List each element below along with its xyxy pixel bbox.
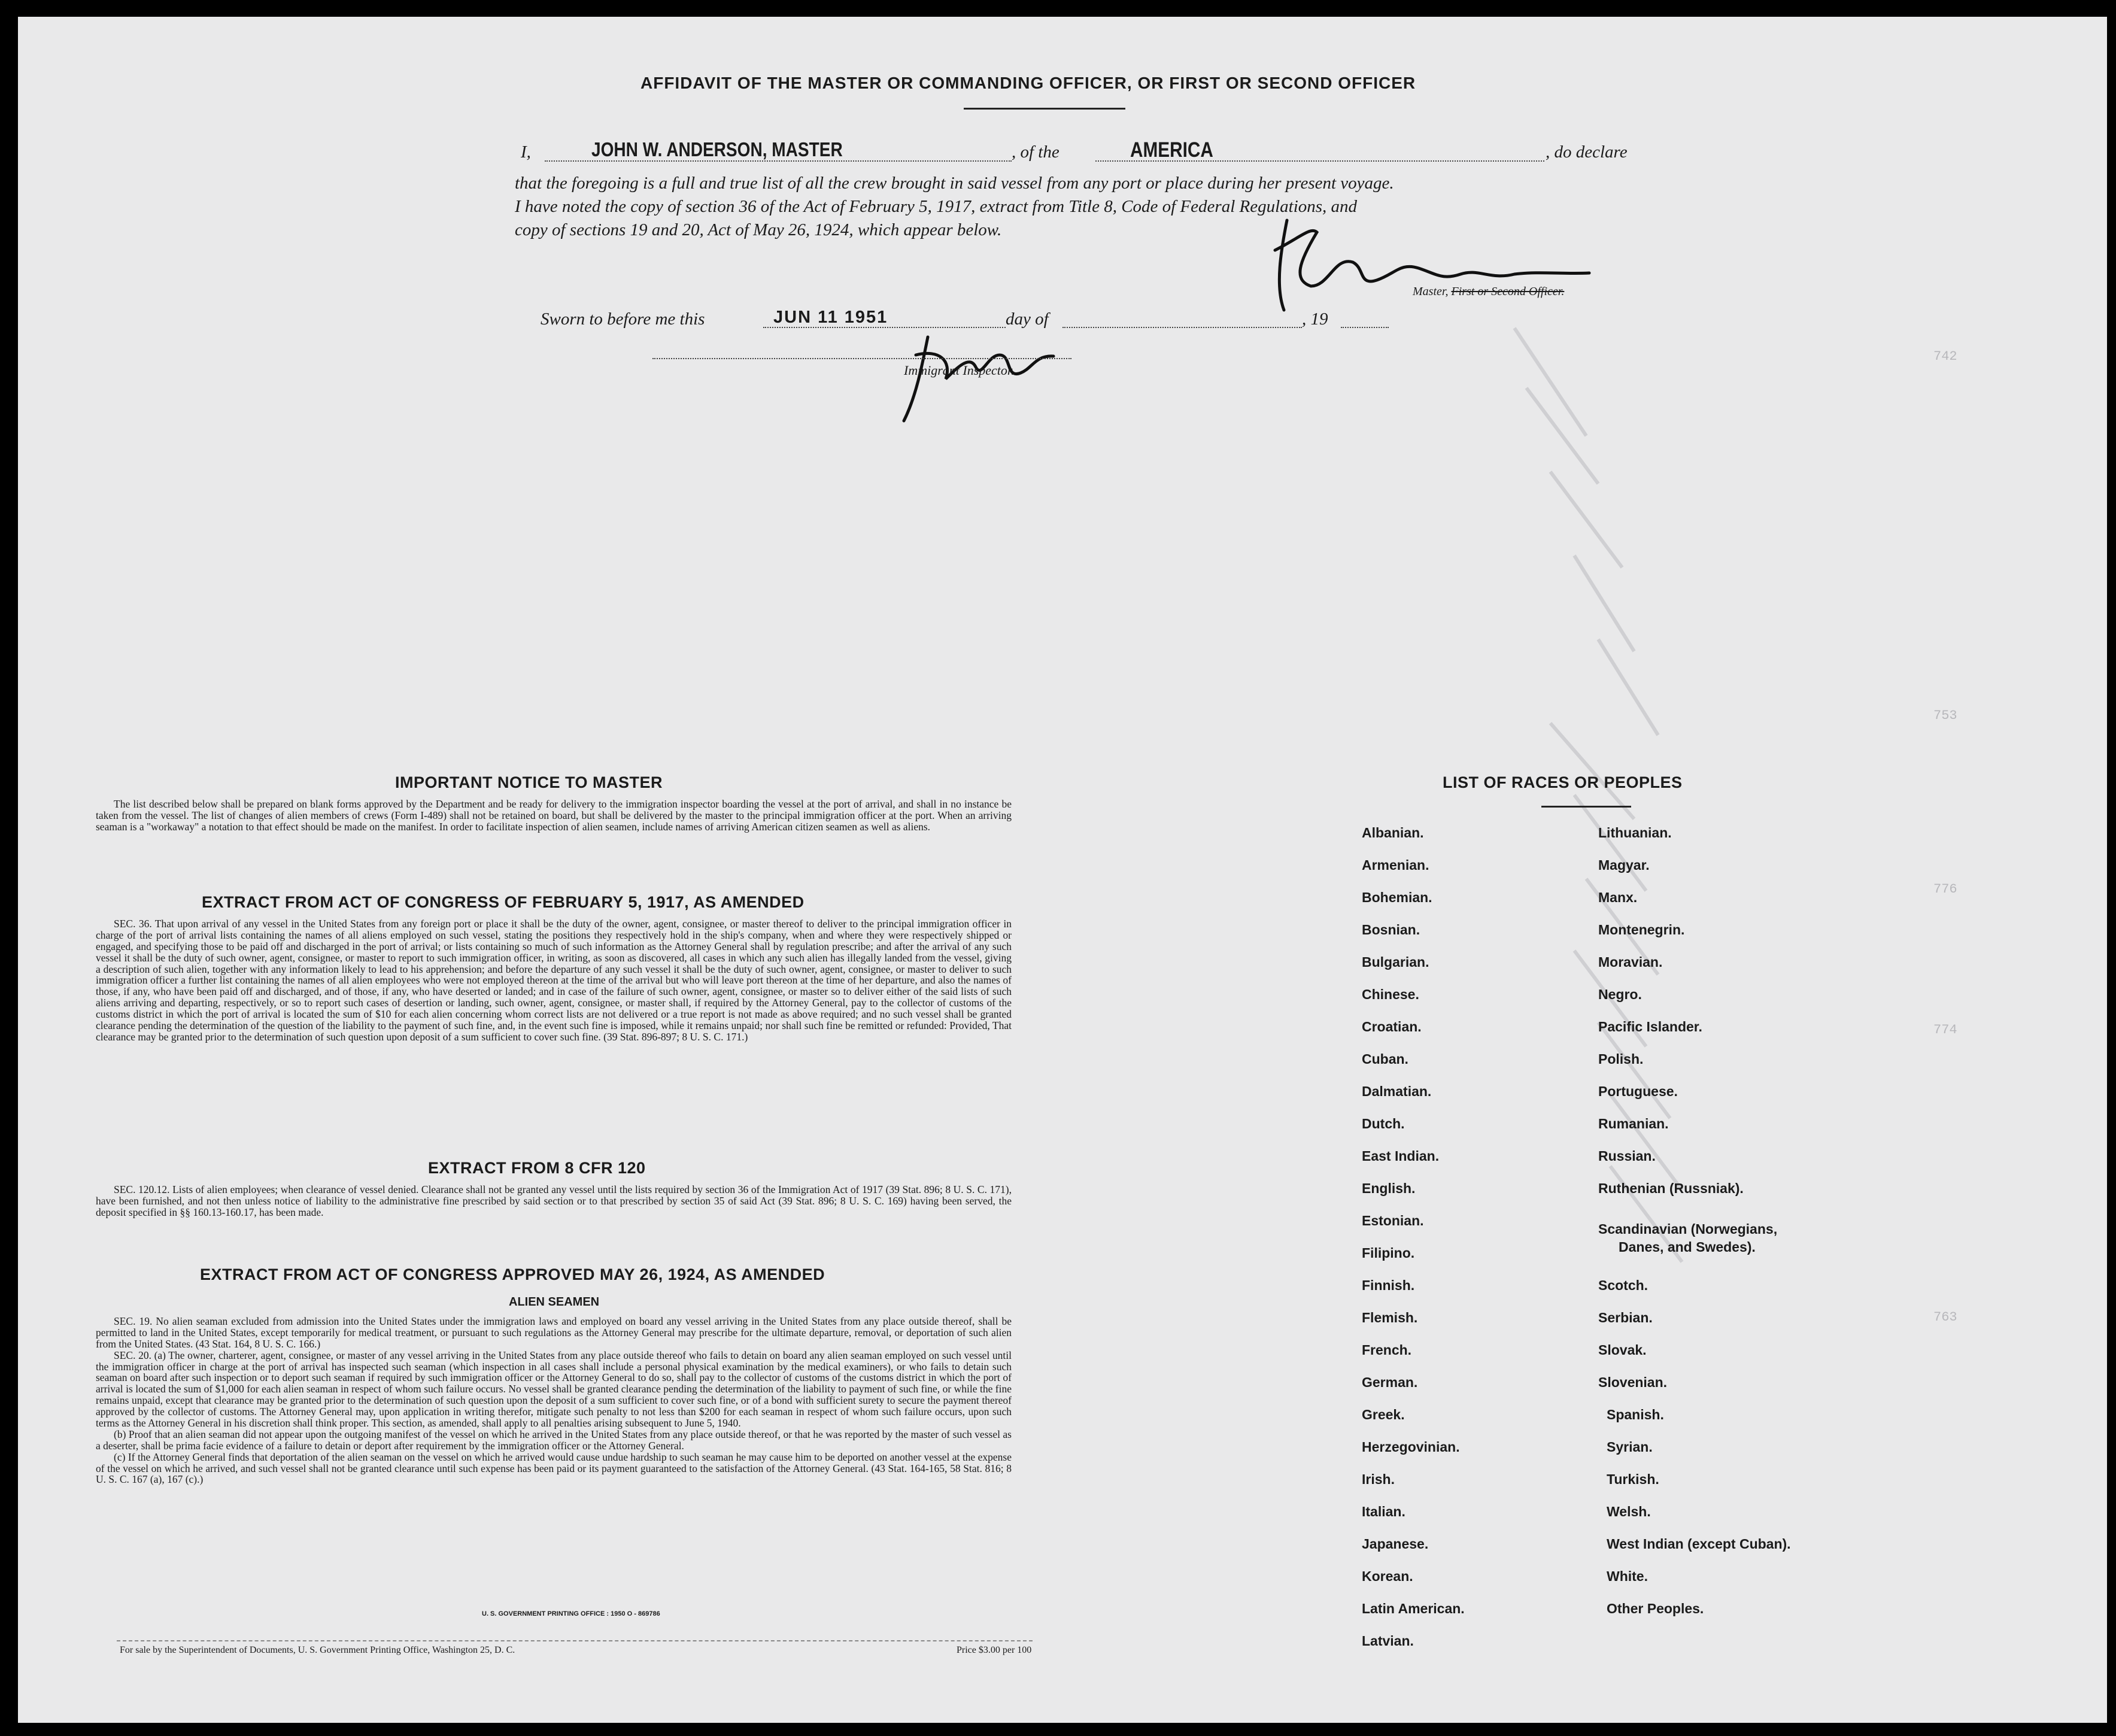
race-item: Bosnian.: [1362, 922, 1420, 937]
race-item: Magyar.: [1598, 857, 1650, 873]
sec-20a: SEC. 20. (a) The owner, charterer, agent, consignee, or master of any vessel arriving in the United States from any place outside thereof who fails to detain on board any alien seaman employed on such vessel until the immigration officer in charge at the port of arrival has inspected such seaman (which inspection in all cases shall include a personal physical examination by the medical examiners), or who fails to detain such seaman on board after such inspection or to deport such seaman if required by such immigration officer or the Attorney General to do so, shall pay to the collector of customs of the customs district in which the port of arrival is located the sum of $1,000 for each alien seaman in respect of whom such failure occurs. No vessel shall be granted clearance pending the determination of the liability to payment of such fine, or while the fine remains unpaid, except that clearance may be granted prior to the determination of such question upon the deposit of a sum sufficient to cover such fine, or of a bond with sufficient surety to secure the payment thereof approved by the collector of customs. The Attorney General may, upon application in writing therefor, mitigate such penalty to not less than $200 for each seaman in respect of whom such failure occurs, upon such terms as the Attorney General in his discretion shall think proper. This section, as amended, shall apply to all penalties arising subsequent to June 5, 1940.: [96, 1349, 1012, 1430]
title-rule: [964, 108, 1125, 110]
race-item: Chinese.: [1362, 987, 1419, 1002]
race-item: Flemish.: [1362, 1310, 1418, 1325]
race-item: Dalmatian.: [1362, 1084, 1432, 1099]
race-item: Filipino.: [1362, 1245, 1415, 1261]
affidavit-line-3: I have noted the copy of section 36 of the Act of February 5, 1917, extract from Title 8, Code of Federal Regulations, and: [515, 197, 1358, 216]
notice-title: IMPORTANT NOTICE TO MASTER: [395, 773, 663, 791]
race-item: Moravian.: [1598, 954, 1663, 970]
day-of-label: day of: [1006, 309, 1049, 329]
extract-1924-title: EXTRACT FROM ACT OF CONGRESS APPROVED MAY 26, 1924, AS AMENDED: [200, 1265, 825, 1283]
year-label: , 19: [1302, 309, 1328, 329]
master-caption-prefix: Master,: [1413, 285, 1449, 298]
race-item: Negro.: [1598, 987, 1642, 1002]
bleed-through-text: 742: [1933, 349, 1957, 364]
month-line: [1062, 327, 1302, 328]
extract-cfr-body: SEC. 120.12. Lists of alien employees; when clearance of vessel denied. Clearance shall not be granted any vessel until the lists required by section 36 of the Immigration Act of 1917 (39 Stat. 896; 8 U. S. C. 171), have been furnished, and not then unless notice of liability to the administrative fine prescribed by said section or to that prescribed by section 35 of said Act (39 Stat. 896; 8 U. S. C. 169) having been served, the deposit specified in §§ 160.13-160.17, has been made.: [96, 1183, 1012, 1218]
inspector-line: [652, 358, 1071, 359]
extract-cfr-title: EXTRACT FROM 8 CFR 120: [428, 1159, 646, 1177]
of-the-label: , of the: [1012, 142, 1059, 162]
races-title: LIST OF RACES OR PEOPLES: [1443, 773, 1683, 791]
bleed-through-text: 753: [1933, 708, 1957, 723]
race-item: Bulgarian.: [1362, 954, 1429, 970]
footer-sale: For sale by the Superintendent of Documents, U. S. Government Printing Office, Washington 25, D. C.: [120, 1645, 515, 1655]
bleed-through-text: 763: [1933, 1310, 1957, 1325]
race-item: Turkish.: [1607, 1471, 1659, 1487]
alien-seamen-subtitle: ALIEN SEAMEN: [509, 1295, 600, 1309]
race-item: German.: [1362, 1374, 1418, 1390]
do-declare-label: , do declare: [1546, 142, 1628, 162]
race-item: Syrian.: [1607, 1439, 1653, 1455]
race-item: Dutch.: [1362, 1116, 1405, 1131]
footer-price: Price $3.00 per 100: [957, 1645, 1032, 1655]
race-item: Irish.: [1362, 1471, 1395, 1487]
affidavit-title: AFFIDAVIT OF THE MASTER OR COMMANDING OFFICER, OR FIRST OR SECOND OFFICER: [640, 74, 1416, 92]
race-item: Manx.: [1598, 890, 1638, 905]
race-item: English.: [1362, 1180, 1416, 1196]
race-item: Bohemian.: [1362, 890, 1432, 905]
race-item: Latvian.: [1362, 1633, 1414, 1649]
race-item: White.: [1607, 1568, 1648, 1584]
master-name: JOHN W. ANDERSON, MASTER: [591, 138, 843, 160]
printing-office-line: U. S. GOVERNMENT PRINTING OFFICE : 1950 O - 869786: [482, 1610, 660, 1617]
i-label: I,: [521, 142, 531, 162]
bleed-through-text: 776: [1933, 882, 1957, 897]
races-title-rule: [1541, 806, 1631, 808]
master-signature: [1263, 214, 1598, 316]
race-item: Spanish.: [1607, 1407, 1664, 1422]
document-page: [18, 17, 2107, 1723]
affidavit-line-2: that the foregoing is a full and true list of all the crew brought in said vessel from any port or place during her present voyage.: [515, 174, 1394, 193]
race-item: French.: [1362, 1342, 1412, 1358]
race-item: Serbian.: [1598, 1310, 1653, 1325]
race-item: Danes, and Swedes).: [1619, 1239, 1756, 1255]
race-item: Slovenian.: [1598, 1374, 1668, 1390]
race-item: West Indian (except Cuban).: [1607, 1536, 1791, 1552]
race-item: Ruthenian (Russniak).: [1598, 1180, 1744, 1196]
year-line: [1341, 327, 1389, 328]
extract-1917-title: EXTRACT FROM ACT OF CONGRESS OF FEBRUARY 5, 1917, AS AMENDED: [202, 893, 804, 911]
race-item: Polish.: [1598, 1051, 1644, 1067]
sec-20b: (b) Proof that an alien seaman did not appear upon the outgoing manifest of the vessel on which he arrived in the United States from any place outside thereof, or that he was reported by the master of such vessel as a deserter, shall be prima facie evidence of a failure to detain or deport after requirement by the immigration officer or the Attorney General.: [96, 1428, 1012, 1452]
race-item: Slovak.: [1598, 1342, 1647, 1358]
race-item: Armenian.: [1362, 857, 1429, 873]
race-item: Lithuanian.: [1598, 825, 1672, 840]
notice-body: The list described below shall be prepared on blank forms approved by the Department and be ready for delivery to the immigration inspector boarding the vessel at the port of arrival, and shall in no instance be taken from the vessel. The list of changes of alien members of crews (Form I-489) shall not be retained on board, but shall be delivered by the master to the principal immigration officer at the port. When an arriving seaman is a "workaway" a notation to that effect should be made on the manifest. In order to facilitate inspection of alien seamen, include names of arriving American citizen seamen as well as aliens.: [96, 798, 1012, 833]
race-item: East Indian.: [1362, 1148, 1440, 1164]
inspector-label: Immigrant Inspector.: [904, 363, 1015, 378]
sec-19: SEC. 19. No alien seaman excluded from admission into the United States under the immigration laws and employed on board any vessel arriving in the United States from any place outside thereof, shall be permitted to land in the United States, except temporarily for medical treatment, or pursuant to such regulations as the Attorney General may prescribe for the ultimate departure, removal, or deportation of such alien from the United States. (43 Stat. 164, 8 U. S. C. 166.): [96, 1315, 1012, 1350]
race-item: Portuguese.: [1598, 1084, 1678, 1099]
race-item: Cuban.: [1362, 1051, 1408, 1067]
sworn-date-stamp: JUN 11 1951: [773, 308, 888, 327]
master-caption: [1413, 285, 1564, 299]
race-item: Other Peoples.: [1607, 1601, 1704, 1616]
bleed-through-text: 774: [1933, 1022, 1957, 1037]
vessel-name: AMERICA: [1130, 138, 1213, 162]
race-item: Albanian.: [1362, 825, 1424, 840]
race-item: Herzegovinian.: [1362, 1439, 1460, 1455]
affidavit-line-4: copy of sections 19 and 20, Act of May 26, 1924, which appear below.: [515, 220, 1002, 239]
race-item: Estonian.: [1362, 1213, 1424, 1228]
master-caption-struck: First or Second Officer.: [1451, 285, 1565, 298]
race-item: Japanese.: [1362, 1536, 1429, 1552]
race-item: Greek.: [1362, 1407, 1405, 1422]
footer-rule: [117, 1640, 1033, 1641]
race-item: Scotch.: [1598, 1277, 1649, 1293]
race-item: Scandinavian (Norwegians,: [1598, 1221, 1778, 1237]
race-item: Pacific Islander.: [1598, 1019, 1702, 1034]
race-item: Montenegrin.: [1598, 922, 1685, 937]
race-item: Russian.: [1598, 1148, 1656, 1164]
extract-1917-body: SEC. 36. That upon arrival of any vessel in the United States from any foreign port or place it shall be the duty of the owner, agent, consignee, or master thereof to deliver to the principal immigration officer in charge of the port of arrival lists containing the names of all aliens employed on such vessel, stating the positions they respectively hold in the ship's company, when and where they were respectively shipped or engaged, and specifying those to be paid off and discharged in the port of arrival; or lists containing so much of such information as the Attorney General shall by regulation prescribe; and after the arrival of any such vessel it shall be the duty of such owner, agent, consignee, or master to report to such immigration officer, in writing, as soon as discovered, all cases in which any such alien has illegally landed from the vessel, giving a description of such alien, together with any information likely to lead to his apprehension; and before the departure of any such vessel it shall be the duty of such owner, agent, consignee, or master to deliver to such immigration officer a further list containing the names of all alien employees who were not employed thereon at the time of the arrival but who will leave port thereon at the time of her departure, and also the names of those, if any, who have been paid off and discharged, and of those, if any, who have deserted or landed; and in case of the failure of such owner, agent, consignee, or master so to deliver either of the said lists of such aliens arriving and departing, respectively, or so to report such cases of desertion or landing, such owner, agent, consignee, or master shall, if required by the Attorney General, pay to the collector of customs of the customs district in which the port of arrival is located the sum of $10 for each alien concerning whom correct lists are not delivered or a true report is not made as above required; and no such vessel shall be granted clearance pending the determination of the question of the liability to the payment of such fine, and, in the event such fine is imposed, while it remains unpaid; nor shall such fine be remitted or refunded: Provided, That clearance may be granted prior to the determination of such question upon deposit of a sum sufficient to cover such fine. (39 Stat. 896-897; 8 U. S. C. 171.): [96, 918, 1012, 1043]
race-item: Italian.: [1362, 1504, 1405, 1519]
race-item: Welsh.: [1607, 1504, 1651, 1519]
race-item: Rumanian.: [1598, 1116, 1669, 1131]
race-item: Croatian.: [1362, 1019, 1422, 1034]
extract-1924-body: [96, 1316, 1012, 1485]
race-item: Korean.: [1362, 1568, 1413, 1584]
sworn-label: Sworn to before me this: [541, 309, 705, 329]
race-item: Latin American.: [1362, 1601, 1465, 1616]
sec-20c: (c) If the Attorney General finds that deportation of the alien seaman on the vessel on which he arrived would cause undue hardship to such seaman he may cause him to be deported on another vessel at the expense of the vessel on which he arrived, and such vessel shall not be granted clearance until such expense has been paid or its payment guaranteed to the satisfaction of the Attorney General. (43 Stat. 164-165, 58 Stat. 816; 8 U. S. C. 167 (a), 167 (c).): [96, 1450, 1012, 1486]
race-item: Finnish.: [1362, 1277, 1415, 1293]
